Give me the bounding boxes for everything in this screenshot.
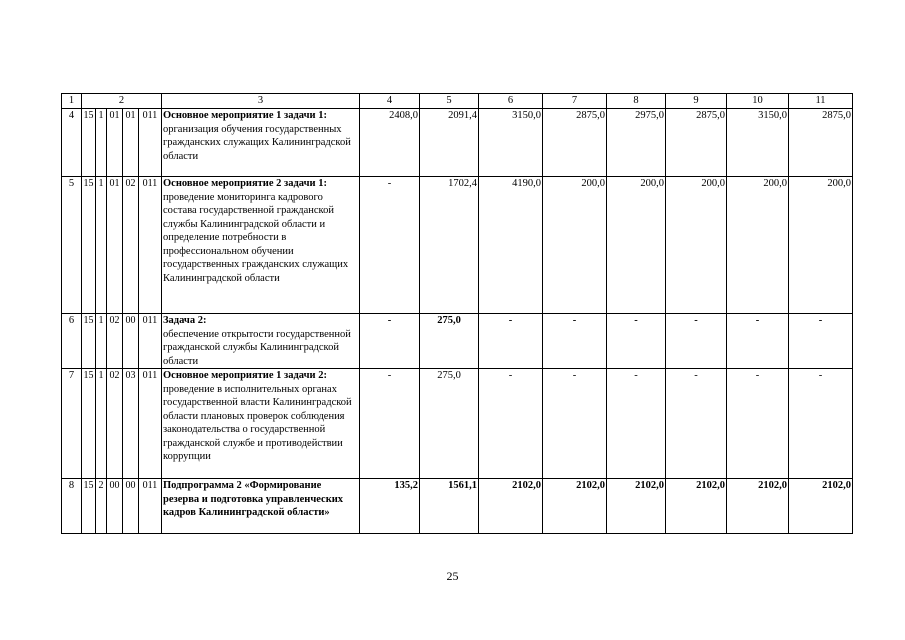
row-number: 8 <box>62 479 82 534</box>
table-row <box>62 369 853 479</box>
table-row <box>62 177 853 314</box>
code-cell: 15 <box>82 109 96 177</box>
code-cell: 02 <box>107 314 123 369</box>
code-cell: 01 <box>123 109 139 177</box>
code-cell: 00 <box>123 314 139 369</box>
value-cell: - <box>789 314 853 369</box>
code-cell: 15 <box>82 177 96 314</box>
code-cell: 15 <box>82 369 96 479</box>
value-cell: 275,0 <box>420 314 479 369</box>
item-title: Задача 2: <box>163 315 207 326</box>
header-cell-1: 1 <box>62 94 82 109</box>
code-cell: 00 <box>107 479 123 534</box>
value-cell: - <box>360 314 420 369</box>
value-cell: 2102,0 <box>543 479 607 534</box>
header-cell-4: 4 <box>360 94 420 109</box>
value-cell: 200,0 <box>666 177 727 314</box>
item-description: организация обучения государственных гражданских служащих Калининградской области <box>163 123 351 162</box>
value-cell: - <box>479 314 543 369</box>
header-cell-7: 7 <box>543 94 607 109</box>
value-cell: 200,0 <box>543 177 607 314</box>
value-cell: - <box>479 369 543 479</box>
code-cell: 011 <box>139 109 162 177</box>
header-cell-2: 2 <box>82 94 162 109</box>
item-description: проведение мониторинга кадрового состава государственной гражданской службы Калининградской области и определение потребности в профессиональном обучении государственных гражданских служащих Калининградской области <box>163 191 349 284</box>
row-number: 7 <box>62 369 82 479</box>
code-cell: 02 <box>107 369 123 479</box>
code-cell: 011 <box>139 177 162 314</box>
header-row <box>62 94 853 109</box>
value-cell: 2408,0 <box>360 109 420 177</box>
item-description: обеспечение открытости государственной гражданской службы Калининградской области <box>163 328 351 367</box>
code-cell: 01 <box>107 109 123 177</box>
value-cell: 200,0 <box>789 177 853 314</box>
value-cell: - <box>360 177 420 314</box>
code-cell: 1 <box>96 369 107 479</box>
value-cell: 1702,4 <box>420 177 479 314</box>
value-cell: 2102,0 <box>607 479 666 534</box>
item-title: Основное мероприятие 2 задачи 1: <box>163 178 327 189</box>
name-cell <box>162 314 360 369</box>
code-cell: 02 <box>123 177 139 314</box>
name-cell <box>162 369 360 479</box>
code-cell: 15 <box>82 479 96 534</box>
value-cell: - <box>727 369 789 479</box>
header-cell-3: 3 <box>162 94 360 109</box>
value-cell: 2102,0 <box>479 479 543 534</box>
name-cell <box>162 479 360 534</box>
code-cell: 011 <box>139 479 162 534</box>
program-table <box>61 93 853 534</box>
code-cell: 15 <box>82 314 96 369</box>
row-number: 4 <box>62 109 82 177</box>
table-row <box>62 479 853 534</box>
code-cell: 1 <box>96 109 107 177</box>
value-cell: 2102,0 <box>666 479 727 534</box>
item-description: проведение в исполнительных органах государственной власти Калининградской области плановых проверок соблюдения законодательства о государственной гражданской службе и противодействии коррупции <box>163 383 352 462</box>
value-cell: 2875,0 <box>543 109 607 177</box>
code-cell: 1 <box>96 314 107 369</box>
code-cell: 1 <box>96 177 107 314</box>
name-cell <box>162 177 360 314</box>
header-cell-6: 6 <box>479 94 543 109</box>
value-cell: 3150,0 <box>479 109 543 177</box>
value-cell: 2975,0 <box>607 109 666 177</box>
value-cell: 2875,0 <box>666 109 727 177</box>
value-cell: 275,0 <box>420 369 479 479</box>
value-cell: - <box>607 314 666 369</box>
value-cell: 2091,4 <box>420 109 479 177</box>
code-cell: 03 <box>123 369 139 479</box>
header-cell-9: 9 <box>666 94 727 109</box>
value-cell: - <box>789 369 853 479</box>
name-cell <box>162 109 360 177</box>
table-row <box>62 314 853 369</box>
value-cell: 3150,0 <box>727 109 789 177</box>
value-cell: 200,0 <box>727 177 789 314</box>
row-number: 6 <box>62 314 82 369</box>
value-cell: - <box>543 369 607 479</box>
value-cell: - <box>543 314 607 369</box>
item-title: Основное мероприятие 1 задачи 1: <box>163 110 327 121</box>
header-cell-10: 10 <box>727 94 789 109</box>
value-cell: 1561,1 <box>420 479 479 534</box>
value-cell: - <box>607 369 666 479</box>
table-row <box>62 109 853 177</box>
value-cell: - <box>727 314 789 369</box>
value-cell: 2875,0 <box>789 109 853 177</box>
header-cell-5: 5 <box>420 94 479 109</box>
item-title: Основное мероприятие 1 задачи 2: <box>163 370 327 381</box>
value-cell: 200,0 <box>607 177 666 314</box>
header-cell-11: 11 <box>789 94 853 109</box>
value-cell: - <box>360 369 420 479</box>
value-cell: - <box>666 369 727 479</box>
row-number: 5 <box>62 177 82 314</box>
code-cell: 01 <box>107 177 123 314</box>
code-cell: 00 <box>123 479 139 534</box>
page-number: 25 <box>446 569 459 583</box>
code-cell: 2 <box>96 479 107 534</box>
value-cell: 4190,0 <box>479 177 543 314</box>
code-cell: 011 <box>139 369 162 479</box>
value-cell: 2102,0 <box>789 479 853 534</box>
code-cell: 011 <box>139 314 162 369</box>
value-cell: 2102,0 <box>727 479 789 534</box>
header-cell-8: 8 <box>607 94 666 109</box>
item-title: Подпрограмма 2 «Формирование резерва и подготовка управленческих кадров Калининградской области» <box>163 480 344 518</box>
value-cell: 135,2 <box>360 479 420 534</box>
value-cell: - <box>666 314 727 369</box>
